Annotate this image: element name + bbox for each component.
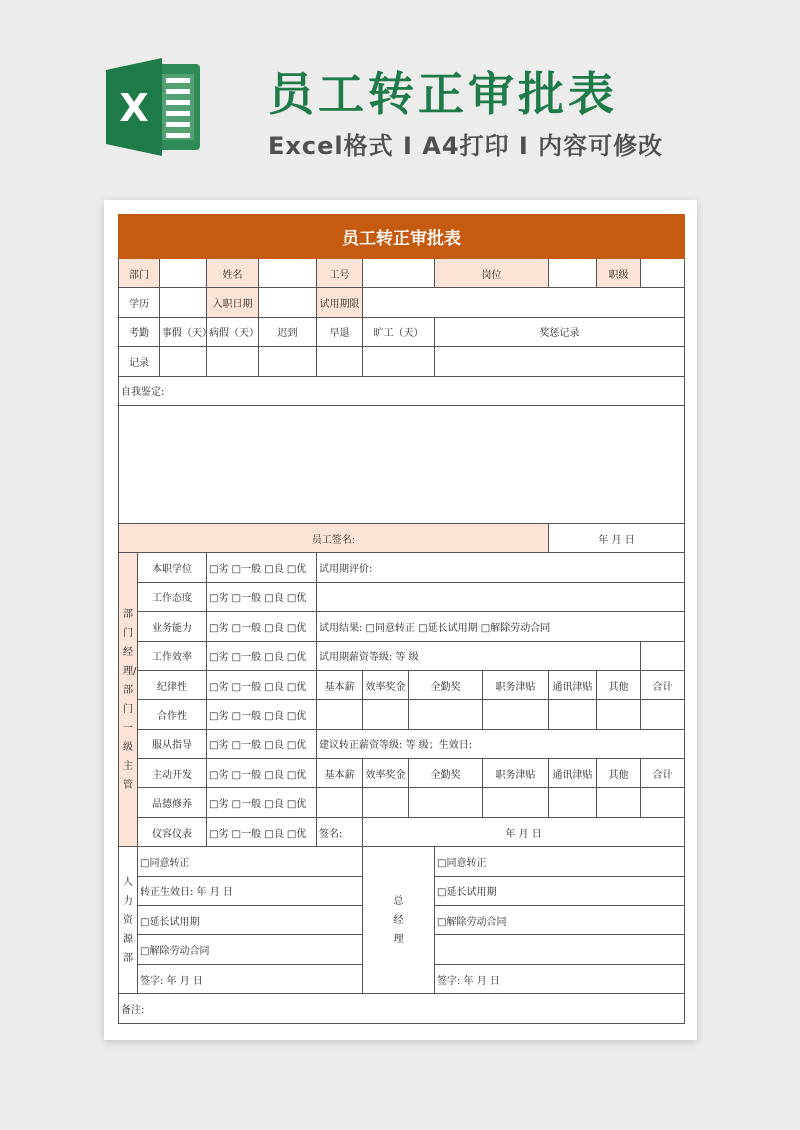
late-label: 迟到 <box>259 317 317 346</box>
criterion-6: 合作性 <box>138 700 207 729</box>
salary-cell[interactable] <box>483 788 549 817</box>
hr-extend-option[interactable]: □延长试用期 <box>138 906 363 935</box>
criterion-1: 本职学位 <box>138 553 207 582</box>
reward-label: 奖惩记录 <box>435 317 685 346</box>
personal-leave-label: 事假（天） <box>160 317 207 346</box>
salary-header: 其他 <box>597 670 641 699</box>
criterion-8: 主动开发 <box>138 759 207 788</box>
attendance-label: 考勤 <box>119 317 160 346</box>
salary-cell[interactable] <box>409 700 483 729</box>
rank-value[interactable] <box>641 259 685 288</box>
criterion-10-options[interactable]: □劣 □一般 □良 □优 <box>207 817 317 846</box>
gm-label: 总经理 <box>363 847 435 994</box>
employee-sign-date: 年 月 日 <box>549 523 685 552</box>
reward-value[interactable] <box>435 347 685 376</box>
criterion-4-options[interactable]: □劣 □一般 □良 □优 <box>207 641 317 670</box>
gm-signature[interactable]: 签字: 年 月 日 <box>435 964 685 993</box>
hr-dept-label: 人力资源部 <box>119 847 138 994</box>
post-label: 岗位 <box>435 259 549 288</box>
hiredate-label: 入职日期 <box>207 288 259 317</box>
empid-label: 工号 <box>317 259 363 288</box>
name-value[interactable] <box>259 259 317 288</box>
hiredate-value[interactable] <box>259 288 317 317</box>
personal-leave-value[interactable] <box>160 347 207 376</box>
manager-sign-date: 年 月 日 <box>363 817 685 846</box>
hr-agree-option[interactable]: □同意转正 <box>138 847 363 876</box>
salary-grade-extra <box>641 641 685 670</box>
criterion-7-options[interactable]: □劣 □一般 □良 □优 <box>207 729 317 758</box>
self-eval-label: 自我鉴定: <box>119 376 685 405</box>
salary-header: 职务津贴 <box>483 759 549 788</box>
salary-header: 通讯津贴 <box>549 670 597 699</box>
early-leave-label: 早退 <box>317 317 363 346</box>
salary-cell[interactable] <box>641 700 685 729</box>
criterion-3-options[interactable]: □劣 □一般 □良 □优 <box>207 612 317 641</box>
header <box>0 0 800 190</box>
probation-eval-field[interactable] <box>317 582 685 611</box>
criterion-6-options[interactable]: □劣 □一般 □良 □优 <box>207 700 317 729</box>
rank-label: 职级 <box>597 259 641 288</box>
empid-value[interactable] <box>363 259 435 288</box>
salary-header: 全勤奖 <box>409 759 483 788</box>
gm-blank <box>435 935 685 964</box>
salary-cell[interactable] <box>483 700 549 729</box>
early-leave-value[interactable] <box>317 347 363 376</box>
salary-cell[interactable] <box>363 700 409 729</box>
salary-header: 合计 <box>641 670 685 699</box>
salary-header: 其他 <box>597 759 641 788</box>
salary-header: 基本薪 <box>317 759 363 788</box>
probation-result[interactable]: 试用结果: □同意转正 □延长试用期 □解除劳动合同 <box>317 612 685 641</box>
employee-sign-label: 员工签名: <box>119 523 549 552</box>
salary-header: 效率奖金 <box>363 670 409 699</box>
salary-cell[interactable] <box>597 788 641 817</box>
page-subtitle: Excel格式 I A4打印 I 内容可修改 <box>268 132 664 160</box>
criterion-10: 仪容仪表 <box>138 817 207 846</box>
criterion-5-options[interactable]: □劣 □一般 □良 □优 <box>207 670 317 699</box>
gm-agree-option[interactable]: □同意转正 <box>435 847 685 876</box>
salary-header: 全勤奖 <box>409 670 483 699</box>
probation-eval-label: 试用期评价: <box>317 553 685 582</box>
criterion-3: 业务能力 <box>138 612 207 641</box>
criterion-4: 工作效率 <box>138 641 207 670</box>
criterion-1-options[interactable]: □劣 □一般 □良 □优 <box>207 553 317 582</box>
probation-label: 试用期限 <box>317 288 363 317</box>
gm-extend-option[interactable]: □延长试用期 <box>435 876 685 905</box>
excel-icon <box>104 58 204 156</box>
record-label: 记录 <box>119 347 160 376</box>
page-title: 员工转正审批表 <box>268 67 618 121</box>
salary-header: 合计 <box>641 759 685 788</box>
salary-header: 职务津贴 <box>483 670 549 699</box>
remarks-field[interactable]: 备注: <box>119 994 685 1023</box>
probation-value[interactable] <box>363 288 685 317</box>
criterion-2: 工作态度 <box>138 582 207 611</box>
salary-cell[interactable] <box>549 788 597 817</box>
late-value[interactable] <box>259 347 317 376</box>
sick-leave-value[interactable] <box>207 347 259 376</box>
gm-terminate-option[interactable]: □解除劳动合同 <box>435 906 685 935</box>
criterion-9-options[interactable]: □劣 □一般 □良 □优 <box>207 788 317 817</box>
salary-cell[interactable] <box>641 788 685 817</box>
salary-header: 通讯津贴 <box>549 759 597 788</box>
dept-manager-label: 部门经理/部门一级主管 <box>119 553 138 847</box>
hr-terminate-option[interactable]: □解除劳动合同 <box>138 935 363 964</box>
criterion-9: 品德修养 <box>138 788 207 817</box>
form-sheet <box>104 200 697 1040</box>
name-label: 姓名 <box>207 259 259 288</box>
salary-cell[interactable] <box>317 700 363 729</box>
criterion-7: 服从指导 <box>138 729 207 758</box>
salary-grade: 试用期薪资等级: 等 级 <box>317 641 641 670</box>
criterion-8-options[interactable]: □劣 □一般 □良 □优 <box>207 759 317 788</box>
salary-cell[interactable] <box>317 788 363 817</box>
salary-cell[interactable] <box>409 788 483 817</box>
salary-cell[interactable] <box>597 700 641 729</box>
logo-letter: X <box>119 86 149 130</box>
salary-cell[interactable] <box>363 788 409 817</box>
suggest-grade: 建议转正薪资等级: 等 级；生效日: <box>317 729 685 758</box>
post-value[interactable] <box>549 259 597 288</box>
self-eval-field[interactable] <box>119 405 685 523</box>
dept-label: 部门 <box>119 259 160 288</box>
dept-value[interactable] <box>160 259 207 288</box>
absent-label: 旷工（天） <box>363 317 435 346</box>
edu-label: 学历 <box>119 288 160 317</box>
salary-header: 效率奖金 <box>363 759 409 788</box>
criterion-2-options[interactable]: □劣 □一般 □良 □优 <box>207 582 317 611</box>
salary-cell[interactable] <box>549 700 597 729</box>
edu-value[interactable] <box>160 288 207 317</box>
criterion-5: 纪律性 <box>138 670 207 699</box>
hr-signature[interactable]: 签字: 年 月 日 <box>138 964 363 993</box>
sick-leave-label: 病假（天） <box>207 317 259 346</box>
form-title: 员工转正审批表 <box>119 215 685 259</box>
approval-form-table <box>118 214 685 1024</box>
hr-effective-date[interactable]: 转正生效日: 年 月 日 <box>138 876 363 905</box>
manager-sign-label: 签名: <box>317 817 363 846</box>
salary-header: 基本薪 <box>317 670 363 699</box>
absent-value[interactable] <box>363 347 435 376</box>
